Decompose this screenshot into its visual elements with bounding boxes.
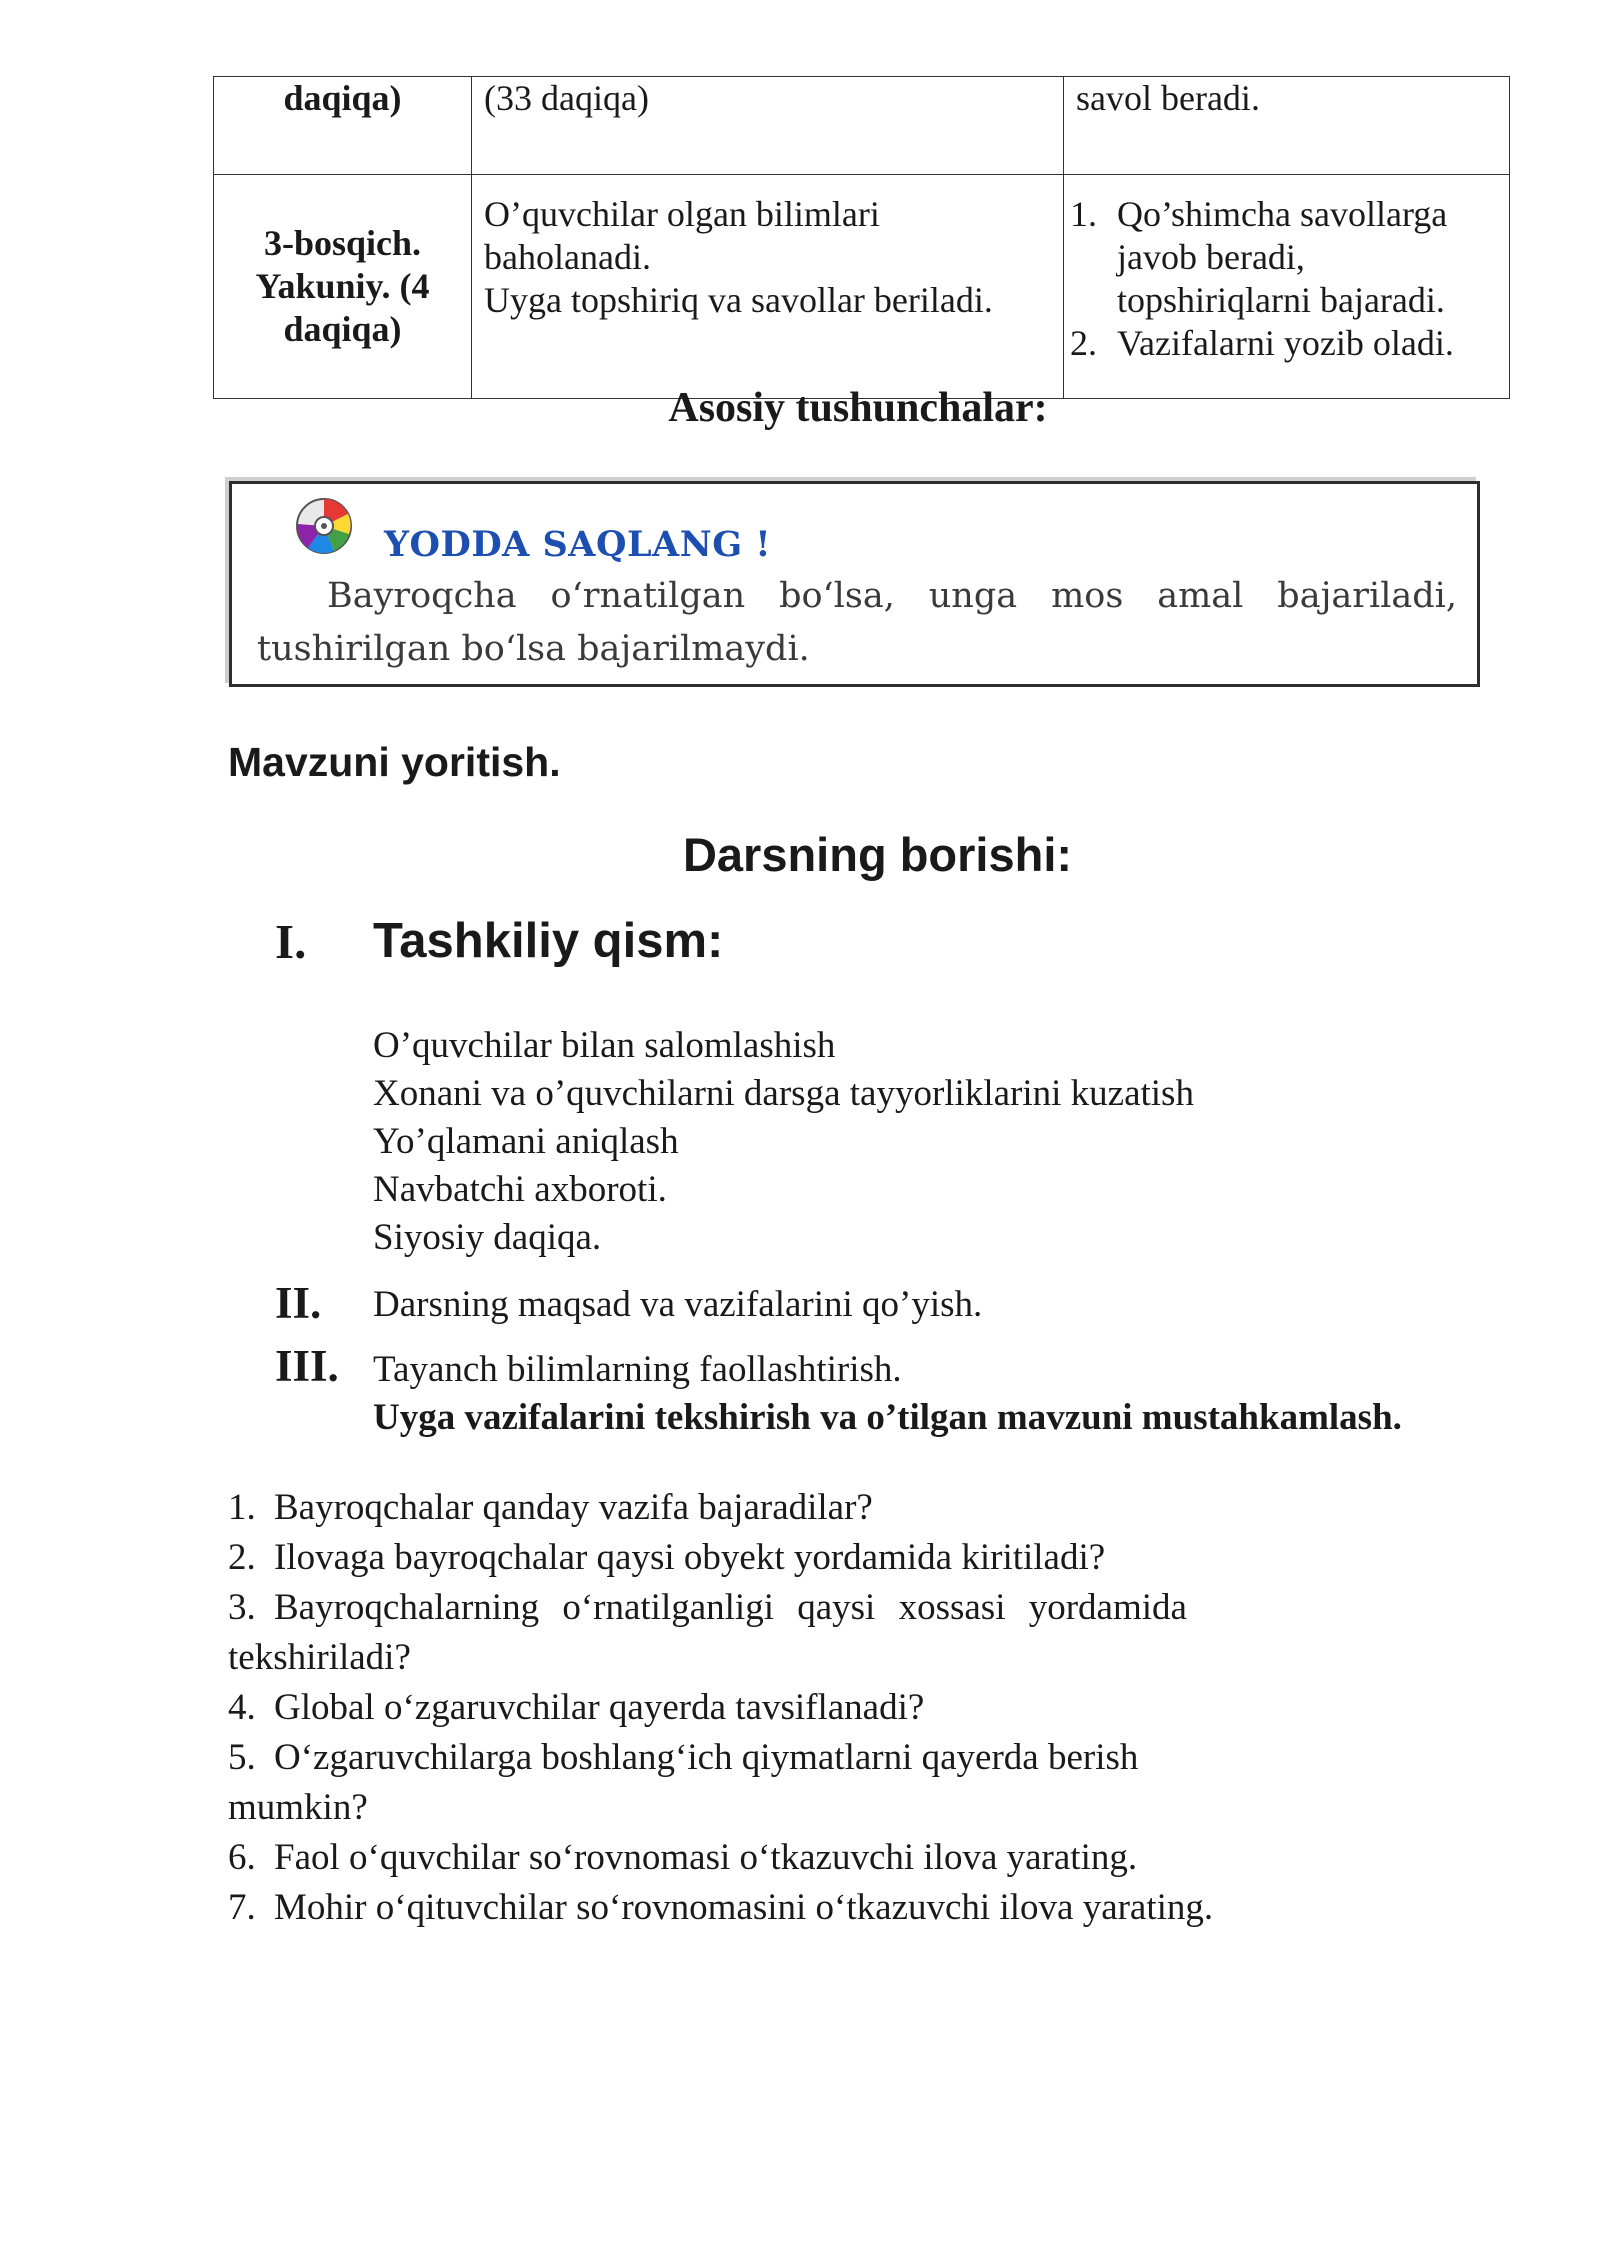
stage-cell [214, 175, 472, 399]
question-text: O‘zgaruvchilarga boshlang‘ich qiymatlarni qayerda berish mumkin? [228, 1737, 1139, 1828]
stage-cell: daqiqa) [214, 77, 472, 175]
section-text: Darsning maqsad va vazifalarini qo’yish. [373, 1284, 983, 1325]
reminder-box [229, 481, 1480, 687]
list-number: 6. [228, 1837, 256, 1878]
table-row [214, 175, 1510, 399]
list-item [228, 1483, 1268, 1533]
list-item: Yo’qlamani aniqlash [373, 1121, 679, 1162]
organizational-list [373, 1022, 1194, 1262]
cd-disc-icon [294, 496, 354, 556]
list-line: topshiriqlarni bajaradi. [1117, 280, 1445, 320]
student-cell [1064, 175, 1510, 399]
list-item [228, 1533, 1268, 1583]
list-number: 5. [228, 1737, 256, 1778]
list-number: 3. [228, 1587, 256, 1628]
student-task-list [1070, 193, 1497, 365]
homework-check-heading: Uyga vazifalarini tekshirish va o’tilgan mavzuni mustahkamlash. [373, 1397, 1402, 1438]
teacher-line: baholanadi. [484, 237, 651, 277]
list-item [228, 1733, 1268, 1833]
teacher-cell [472, 175, 1064, 399]
reminder-text: Bayroqcha o‘rnatilgan bo‘lsa, unga mos amal bajariladi, tushirilgan bo‘lsa bajarilmaydi. [257, 576, 1457, 669]
stage-line: 3-bosqich. [263, 223, 422, 263]
question-text: Ilovaga bayroqchalar qaysi obyekt yordamida kiritiladi? [274, 1537, 1106, 1578]
key-concepts-heading: Asosiy tushunchalar: [668, 385, 1048, 431]
list-number: 1. [228, 1487, 256, 1528]
list-item: O’quvchilar bilan salomlashish [373, 1025, 836, 1066]
section-title: Tashkiliy qism: [373, 914, 724, 968]
list-number: 2. [1070, 323, 1097, 363]
list-number: 7. [228, 1887, 256, 1928]
teacher-line: Uyga topshiriq va savollar beriladi. [484, 280, 993, 320]
list-item: Navbatchi axboroti. [373, 1169, 667, 1210]
list-item [228, 1883, 1268, 1933]
list-item [1070, 193, 1497, 322]
list-item [228, 1583, 1268, 1683]
student-cell: savol beradi. [1064, 77, 1510, 175]
list-item [1070, 322, 1497, 365]
question-text: Mohir o‘qituvchilar so‘rovnomasini o‘tkazuvchi ilova yarating. [274, 1887, 1214, 1928]
section-numeral: II. [275, 1278, 322, 1328]
question-text: Bayroqchalarning o‘rnatilganligi qaysi xossasi yordamida tekshiriladi? [228, 1587, 1187, 1678]
list-number: 4. [228, 1687, 256, 1728]
list-line: Vazifalarni yozib oladi. [1117, 323, 1454, 363]
section-numeral: I. [275, 914, 307, 969]
list-line: Qo’shimcha savollarga [1117, 194, 1448, 234]
topic-heading: Mavzuni yoritish. [228, 739, 561, 785]
section-numeral: III. [275, 1341, 339, 1391]
list-item [228, 1683, 1268, 1733]
stage-line: daqiqa) [283, 309, 402, 349]
question-text: Bayroqchalar qanday vazifa bajaradilar? [274, 1487, 873, 1528]
section-text: Tayanch bilimlarning faollashtirish. [373, 1349, 902, 1390]
teacher-cell: (33 daqiqa) [472, 77, 1064, 175]
lesson-flow-heading: Darsning borishi: [682, 828, 1073, 881]
list-item [228, 1833, 1268, 1883]
question-text: Global o‘zgaruvchilar qayerda tavsiflanadi? [274, 1687, 925, 1728]
list-item: Xonani va o’quvchilarni darsga tayyorliklarini kuzatish [373, 1073, 1194, 1114]
list-number: 2. [228, 1537, 256, 1578]
lesson-plan-table [213, 76, 1510, 399]
question-text: Faol o‘quvchilar so‘rovnomasi o‘tkazuvchi ilova yarating. [274, 1837, 1138, 1878]
reminder-title: YODDA SAQLANG ! [384, 524, 772, 565]
question-list [228, 1483, 1268, 1933]
table-row [214, 77, 1510, 175]
teacher-line: O’quvchilar olgan bilimlari [484, 194, 880, 234]
list-number: 1. [1070, 194, 1097, 234]
stage-line: Yakuniy. (4 [255, 266, 430, 306]
list-line: javob beradi, [1117, 237, 1305, 277]
list-item: Siyosiy daqiqa. [373, 1217, 602, 1258]
